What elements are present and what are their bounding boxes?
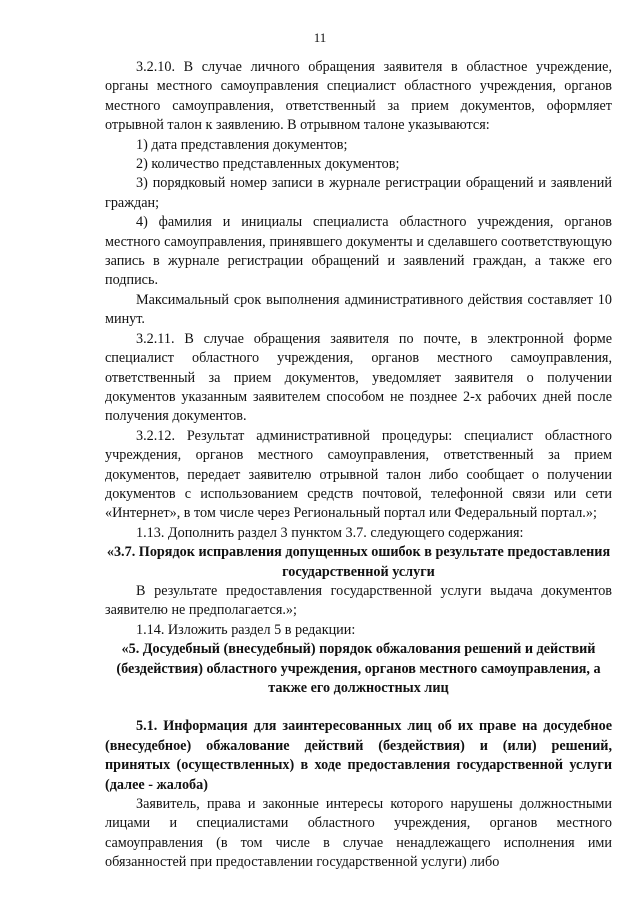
page-number: 11	[313, 30, 327, 45]
list-item-3: 3) порядковый номер записи в журнале регистрации обращений и заявлений граждан;	[105, 175, 612, 211]
document-body	[105, 58, 612, 873]
heading-section-5: «5. Досудебный (внесудебный) порядок обжалования решений и действий (бездействия) областного учреждения, органов местного самоуправления, а также его должностных лиц	[116, 641, 601, 696]
paragraph-3-2-11: 3.2.11. В случае обращения заявителя по почте, в электронной форме специалист областного учреждения, органов местного самоуправления, ответственный за прием документов, уведомляет заявителя о получении документов указанным заявителем способом не позднее 2-х рабочих дней после получения документов.	[105, 330, 612, 425]
list-item-4: 4) фамилия и инициалы специалиста областного учреждения, органов местного самоуправления, принявшего документы и сделавшего соответствующую запись в журнале регистрации обращений и заявлений граждан, а также его подпись.	[105, 214, 612, 289]
paragraph-3-7-body: В результате предоставления государственной услуги выдача документов заявителю не предполагается.»;	[105, 582, 612, 619]
list-item-2: 2) количество представленных документов;	[136, 156, 400, 173]
heading-5-1: 5.1. Информация для заинтересованных лиц об их праве на досудебное (внесудебное) обжалование действий (бездействия) и (или) решений, принятых (осуществленных) в ходе предоставления государственной услуги (далее - жалоба)	[105, 718, 612, 793]
list-item-1: 1) дата представления документов;	[136, 136, 348, 153]
paragraph-3-2-12: 3.2.12. Результат административной процедуры: специалист областного учреждения, органов местного самоуправления, ответственный за прием документов, передает заявителю отрывной талон либо сообщает о получении документов с использованием средств почтовой, телефонной связи или сети «Интернет», в том числе через Региональный портал или Федеральный портал.»;	[105, 427, 612, 522]
paragraph-1-13: 1.13. Дополнить раздел 3 пунктом 3.7. следующего содержания:	[136, 524, 524, 541]
paragraph-1-14: 1.14. Изложить раздел 5 в редакции:	[136, 621, 356, 638]
heading-3-7: «3.7. Порядок исправления допущенных ошибок в результате предоставления государственной услуги	[106, 544, 611, 580]
paragraph-3-2-10: 3.2.10. В случае личного обращения заявителя в областное учреждение, органы местного самоуправления специалист областного учреждения, органов местного самоуправления, ответственный за прием документов, оформляет отрывной талон к заявлению. В отрывном талоне указываются:	[105, 59, 612, 134]
paragraph-max-time: Максимальный срок выполнения административного действия составляет 10 минут.	[105, 291, 612, 328]
paragraph-5-1-body: Заявитель, права и законные интересы которого нарушены должностными лицами и специалистами областного учреждения, органов местного самоуправления (в том числе в случае ненадлежащего исполнения ими обязанностей при предоставлении государственной услуги) либо	[105, 796, 612, 871]
section-spacer	[105, 698, 612, 717]
